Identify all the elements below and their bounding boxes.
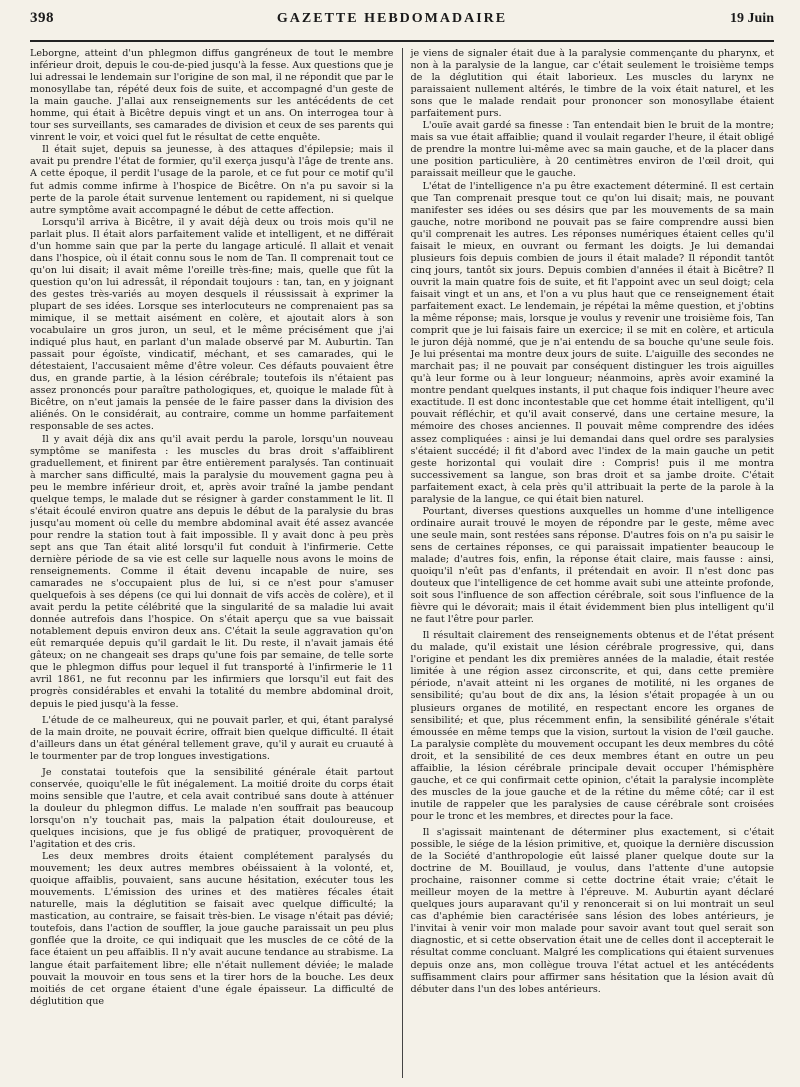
paragraph: Pourtant, diverses questions auxquelles un homme d'une intelligence ordinaire aurait trouvé le moyen de répondre par le geste, même avec une seule main, sont restées sans réponse. D'autres fois on n'a pu saisir le sens de certaines réponses, ce qui paraissait impatienter beaucoup le malade; d'autres fois, enfin, la réponse était claire, mais fausse : ainsi, quoiqu'il n'eût pas d'enfants, il prétendait en avoir. Il n'est donc pas douteux que l'intelligence de cet homme avait subi une atteinte profonde, soit sous l'influence de son affection cérébrale, soit sous l'influence de la fièvre qui le dévorait; mais il était évidemment bien plus intelligent qu'il ne faut l'être pour parler. xyxy=(410,505,774,626)
issue-date: 19 Juin xyxy=(730,11,774,26)
paragraph: je viens de signaler était due à la paralysie commençante du pharynx, et non à la paralysie de la langue, car c'était seulement le troisième temps de la déglutition qui était laborieux. Les muscles du larynx ne paraissaient nullement altérés, le timbre de la voix était naturel, et les sons que le malade rendait pour prononcer son monosyllabe étaient parfaitement purs. xyxy=(410,48,774,120)
right-column xyxy=(410,48,774,1078)
paragraph: L'étude de ce malheureux, qui ne pouvait parler, et qui, étant paralysé de la main droite, ne pouvait écrire, offrait bien quelque difficulté. Il était d'ailleurs dans un état général tellement grave, qu'il y aurait eu cruauté à le tourmenter par de trop longues investigations. xyxy=(30,714,394,762)
column-divider xyxy=(402,48,403,1078)
paragraph: L'ouïe avait gardé sa finesse : Tan entendait bien le bruit de la montre; mais sa vue était affaiblie; quand il voulait regarder l'heure, il était obligé de prendre la montre lui-même avec sa main gauche, et de la placer dans une position particulière, à 20 centimètres environ de l'œil droit, qui paraissait meilleur que le gauche. xyxy=(410,120,774,180)
paragraph: Je constatai toutefois que la sensibilité générale était partout conservée, quoiqu'elle le fût inégalement. La moitié droite du corps était moins sensible que l'autre, et cela avait contribué sans doute à atténuer la douleur du phlegmon diffus. Le malade n'en souffrait pas beaucoup lorsqu'on n'y touchait pas, mais la palpation était douloureuse, et quelques incisions, que je fus obligé de pratiquer, provoquèrent de l'agitation et des cris. xyxy=(30,766,394,851)
paragraph: Il était sujet, depuis sa jeunesse, à des attaques d'épilepsie; mais il avait pu prendre l'état de formier, qu'il exerça jusqu'à l'âge de trente ans. A cette époque, il perdit l'usage de la parole, et ce fut pour ce motif qu'il fut admis comme infirme à l'hospice de Bicêtre. On n'a pu savoir si la perte de la parole était survenue lentement ou rapidement, ni si quelque autre symptôme avait accompagné le début de cette affection. xyxy=(30,144,394,216)
page-header xyxy=(30,10,774,42)
paragraph: Il s'agissait maintenant de déterminer plus exactement, si c'était possible, le siége de la lésion primitive, et, quoique la dernière discussion de la Société d'anthropologie eût laissé planer quelque doute sur la doctrine de M. Bouillaud, je voulus, dans l'attente d'une autopsie prochaine, raisonner comme si cette doctrine était vraie; c'était le meilleur moyen de la mettre à l'épreuve. M. Auburtin ayant déclaré quelques jours auparavant qu'il y renoncerait si on lui montrait un seul cas d'aphémie bien caractérisée sans lésion des lobes antérieurs, je l'invitai à venir voir mon malade pour savoir avant tout quel serait son diagnostic, et si cette observation était une de celles dont il accepterait le résultat comme concluant. Malgré les complications qui étaient survenues depuis onze ans, mon collègue trouva l'état actuel et les antécédents suffisamment clairs pour affirmer sans hésitation que la lésion avait dû débuter dans l'un des lobes antérieurs. xyxy=(410,827,774,995)
paragraph: Leborgne, atteint d'un phlegmon diffus gangréneux de tout le membre inférieur droit, depuis le cou-de-pied jusqu'à la fesse. Aux questions que je lui adressai le lendemain sur l'origine de son mal, il ne répondit que par le monosyllabe tan, répété deux fois de suite, et accompagné d'un geste de la main gauche. J'allai aux renseignements sur les antécédents de cet homme, qui était à Bicêtre depuis vingt et un ans. On interrogea tour à tour ses surveillants, ses camarades de division et ceux de ses parents qui vinrent le voir, et voici quel fut le résultat de cette enquête. xyxy=(30,48,394,144)
page-number: 398 xyxy=(30,10,54,26)
paragraph: Lorsqu'il arriva à Bicêtre, il y avait déjà deux ou trois mois qu'il ne parlait plus. Il était alors parfaitement valide et intelligent, et ne différait d'un homme sain que par la perte du langage articulé. Il allait et venait dans l'hospice, où il était connu sous le nom de Tan. Il comprenait tout ce qu'on lui disait; il avait même l'oreille très-fine; mais, quelle que fût la question qu'on lui adressât, il répondait toujours : tan, tan, en y joignant des gestes très-variés au moyen desquels il réussissait à exprimer la plupart de ses idées. Lorsque ses interlocuteurs ne comprenaient pas sa mimique, il se mettait aisément en colère, et ajoutait alors à son vocabulaire un gros juron, un seul, et le même précisément que j'ai indiqué plus haut, en parlant d'un malade observé par M. Auburtin. Tan passait pour égoïste, vindicatif, méchant, et ses camarades, qui le détestaient, l'accusaient même d'être voleur. Ces défauts pouvaient être dus, en grande partie, à la lésion cérébrale; toutefois ils n'étaient pas assez prononcés pour paraître pathologiques, et, quoique le malade fût à Bicêtre, on n'eut jamais la pensée de le faire passer dans la division des aliénés. On le considérait, au contraire, comme un homme parfaitement responsable de ses actes. xyxy=(30,216,394,433)
left-column xyxy=(30,48,394,1078)
paragraph: Il résultait clairement des renseignements obtenus et de l'état présent du malade, qu'il existait une lésion cérébrale progressive, qui, dans l'origine et pendant les dix premières années de la maladie, était restée limitée à une région assez circonscrite, et qui, dans cette première période, n'avait atteint ni les organes de motilité, ni les organes de sensibilité; qu'au bout de dix ans, la lésion s'était propagée à un ou plusieurs organes de motilité, en respectant encore les organes de sensibilité; et que, plus récemment enfin, la sensibilité générale s'était émoussée en même temps que la vision, surtout la vision de l'œil gauche. La paralysie complète du mouvement occupant les deux membres du côté droit, et la sensibilité de ces deux membres étant en outre un peu affaiblie, la lésion cérébrale principale devait occuper l'hémisphère gauche, et ce qui confirmait cette opinion, c'était la paralysie incomplète des muscles de la joue gauche et de la rétine du même côté; car il est inutile de rappeler que les paralysies de cause cérébrale sont croisées pour le tronc et les membres, et directes pour la face. xyxy=(410,630,774,822)
paragraph: Il y avait déjà dix ans qu'il avait perdu la parole, lorsqu'un nouveau symptôme se manifesta : les muscles du bras droit s'affaiblirent graduellement, et finirent par être entièrement paralysés. Tan continuait à marcher sans difficulté, mais la paralysie du mouvement gagna peu à peu le membre inférieur droit, et, après avoir traîné la jambe pendant quelque temps, le malade dut se résigner à garder constamment le lit. Il s'était écoulé environ quatre ans depuis le début de la paralysie du bras jusqu'au moment où celle du membre abdominal avait été assez avancée pour rendre la station tout à fait impossible. Il y avait donc à peu près sept ans que Tan était alité lorsqu'il fut conduit à l'infirmerie. Cette dernière période de sa vie est celle sur laquelle nous avons le moins de renseignements. Comme il était devenu incapable de nuire, ses camarades ne s'occupaient plus de lui, si ce n'est pour s'amuser quelquefois à ses dépens (ce qui lui donnait de vifs accès de colère), et il avait perdu la petite célébrité que la singularité de sa maladie lui avait donnée autrefois dans l'hospice. On s'était aperçu que sa vue baissait notablement depuis environ deux ans. C'était la seule aggravation qu'on eût remarquée depuis qu'il gardait le lit. Du reste, il n'avait jamais été gâteux; on ne changeait ses draps qu'une fois par semaine, de telle sorte que le phlegmon diffus pour lequel il fut transporté à l'infirmerie le 11 avril 1861, ne fut reconnu par les infirmiers que lorsqu'il eut fait des progrès considérables et envahi la totalité du membre abdominal droit, depuis le pied jusqu'à la fesse. xyxy=(30,433,394,710)
paragraph: L'état de l'intelligence n'a pu être exactement déterminé. Il est certain que Tan comprenait presque tout ce qu'on lui disait; mais, ne pouvant manifester ses idées ou ses désirs que par les mouvements de sa main gauche, notre moribond ne pouvait pas se faire comprendre aussi bien qu'il comprenait les autres. Les réponses numériques étaient celles qu'il faisait le mieux, en ouvrant ou fermant les doigts. Je lui demandai plusieurs fois depuis combien de jours il était malade? Il répondit tantôt cinq jours, tantôt six jours. Depuis combien d'années il était à Bicêtre? Il ouvrit la main quatre fois de suite, et fit l'appoint avec un seul doigt; cela faisait vingt et un ans, et l'on a vu plus haut que ce renseignement était parfaitement exact. Le lendemain, je répétai la même question, et j'obtins la même réponse; mais, lorsque je voulus y revenir une troisième fois, Tan comprit que je lui faisais faire un exercice; il se mit en colère, et articula le juron déjà nommé, que je n'ai entendu de sa bouche qu'une seule fois. Je lui présentai ma montre deux jours de suite. L'aiguille des secondes ne marchait pas; il ne pouvait par conséquent distinguer les trois aiguilles qu'à leur forme ou à leur longueur; néanmoins, après avoir examiné la montre pendant quelques instants, il put chaque fois indiquer l'heure avec exactitude. Il est donc incontestable que cet homme était intelligent, qu'il pouvait réfléchir, et qu'il avait conservé, dans une certaine mesure, la mémoire des choses anciennes. Il pouvait même comprendre des idées assez compliquées : ainsi je lui demandai dans quel ordre ses paralysies s'étaient succédé; il fit d'abord avec l'index de la main gauche un petit geste horizontal qui voulait dire : Compris! puis il me montra successivement sa langue, son bras droit et sa jambe droite. C'était parfaitement exact, à cela près qu'il attribuait la perte de la parole à la paralysie de la langue, ce qui était bien naturel. xyxy=(410,180,774,505)
article-columns xyxy=(30,48,774,1078)
paragraph: Les deux membres droits étaient complétement paralysés du mouvement; les deux autres membres obéissaient à la volonté, et, quoique affaiblis, pouvaient, sans aucune hésitation, exécuter tous les mouvements. L'émission des urines et des matières fécales était naturelle, mais la déglutition se faisait avec quelque difficulté; la mastication, au contraire, se faisait très-bien. Le visage n'était pas dévié; toutefois, dans l'action de souffler, la joue gauche paraissait un peu plus gonflée que la droite, ce qui indiquait que les muscles de ce côté de la face étaient un peu affaiblis. Il n'y avait aucune tendance au strabisme. La langue était parfaitement libre; elle n'était nullement déviée; le malade pouvait la mouvoir en tous sens et la tirer hors de la bouche. Les deux moitiés de cet organe étaient d'une égale épaisseur. La difficulté de déglutition que xyxy=(30,851,394,1007)
journal-title: GAZETTE HEBDOMADAIRE xyxy=(276,11,508,26)
